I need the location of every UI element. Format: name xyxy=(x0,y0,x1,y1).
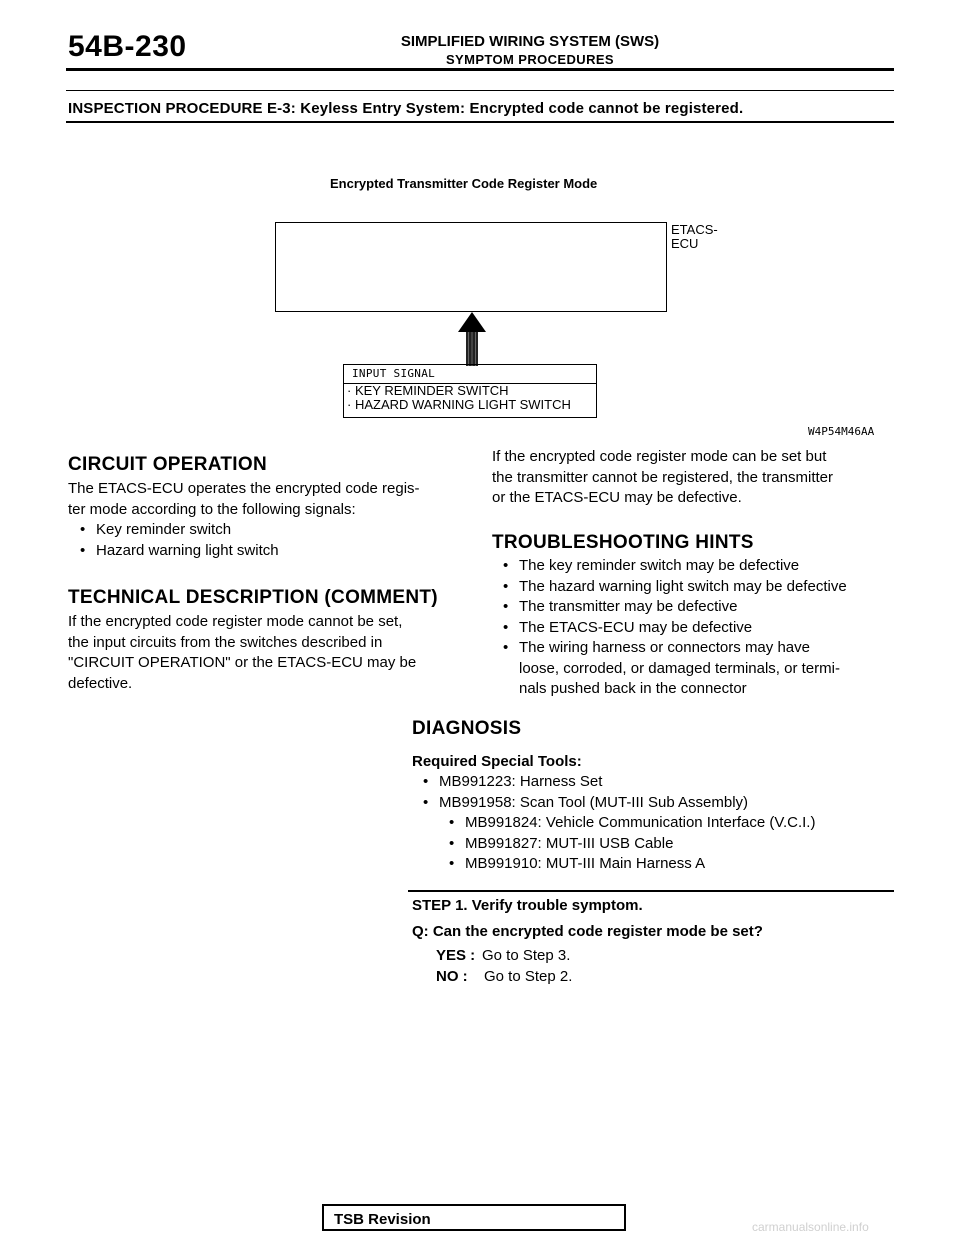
technical-description-heading: TECHNICAL DESCRIPTION (COMMENT) xyxy=(68,587,438,608)
tsb-revision-box: TSB Revision xyxy=(322,1204,626,1231)
ecu-label-line-2: ECU xyxy=(671,236,699,251)
no-text: Go to Step 2. xyxy=(484,968,573,985)
inspection-title: INSPECTION PROCEDURE E-3: Keyless Entry System: Encrypted code cannot be registered. xyxy=(68,100,744,117)
list-item: • MB991958: Scan Tool (MUT-III Sub Assembly) xyxy=(417,793,887,814)
signal-arrow xyxy=(455,310,489,366)
ecu-label-line-1: ETACS- xyxy=(671,222,718,237)
inspection-top-rule xyxy=(66,90,894,91)
text-line: the transmitter cannot be registered, the transmitter xyxy=(492,468,833,486)
figure-title: Encrypted Transmitter Code Register Mode xyxy=(330,176,598,191)
section-subtitle: SYMPTOM PROCEDURES xyxy=(445,52,615,67)
list-item xyxy=(497,638,907,700)
text-line: defective. xyxy=(68,674,133,692)
list-item: • The key reminder switch may be defective xyxy=(497,556,907,577)
input-signal-box xyxy=(343,364,597,418)
text-line: loose, corroded, or damaged terminals, or termi- xyxy=(519,659,840,677)
tools-list xyxy=(417,772,887,813)
text-line: "CIRCUIT OPERATION" or the ETACS-ECU may be xyxy=(68,654,417,671)
watermark: carmanualsonline.info xyxy=(752,1220,869,1234)
figure-code: W4P54M46AA xyxy=(808,425,875,438)
yes-label: YES : xyxy=(436,947,476,964)
list-item: • Hazard warning light switch xyxy=(74,541,454,562)
text-line: the input circuits from the switches described in xyxy=(68,633,383,651)
text-line: or the ETACS-ECU may be defective. xyxy=(492,489,742,506)
arrow-head xyxy=(458,312,486,332)
list-item: • MB991824: Vehicle Communication Interface (V.C.I.) xyxy=(443,813,893,834)
input-signal-header: INPUT SIGNAL xyxy=(344,365,596,384)
text-line: ter mode according to the following signals: xyxy=(68,500,356,518)
header-rule xyxy=(66,68,894,71)
page-number: 54B-230 xyxy=(68,30,187,63)
list-item: • The hazard warning light switch may be defective xyxy=(497,577,907,598)
list-item: • MB991223: Harness Set xyxy=(417,772,887,793)
sub-tools-list xyxy=(443,813,893,875)
text-line: If the encrypted code register mode can be set but xyxy=(492,448,827,465)
troubleshooting-heading: TROUBLESHOOTING HINTS xyxy=(492,532,754,553)
etacs-ecu-box xyxy=(275,222,667,312)
text-line: If the encrypted code register mode cannot be set, xyxy=(68,613,403,630)
section-title: SIMPLIFIED WIRING SYSTEM (SWS) xyxy=(400,33,660,50)
list-item: • Key reminder switch xyxy=(74,520,454,541)
step-1-question: Q: Can the encrypted code register mode be set? xyxy=(412,923,763,940)
troubleshooting-bullets xyxy=(497,556,907,700)
circuit-operation-text xyxy=(68,479,468,520)
input-signal-item: · KEY REMINDER SWITCH xyxy=(347,383,509,398)
list-item: • The transmitter may be defective xyxy=(497,597,907,618)
right-intro-text xyxy=(492,447,902,509)
list-item: • MB991910: MUT-III Main Harness A xyxy=(443,854,893,875)
text-line: The ETACS-ECU operates the encrypted code regis- xyxy=(68,480,420,497)
ecu-label xyxy=(671,223,731,251)
required-tools-label: Required Special Tools: xyxy=(412,753,582,770)
inspection-bottom-rule xyxy=(66,121,894,123)
technical-description-text xyxy=(68,612,478,694)
yes-text: Go to Step 3. xyxy=(482,947,571,964)
text-line: • The wiring harness or connectors may have xyxy=(519,639,810,656)
yes-answer xyxy=(436,946,570,967)
list-item: • The ETACS-ECU may be defective xyxy=(497,618,907,639)
circuit-operation-bullets xyxy=(74,520,454,561)
no-answer xyxy=(436,967,572,988)
circuit-operation-heading: CIRCUIT OPERATION xyxy=(68,454,267,475)
step-rule xyxy=(408,890,894,892)
step-1-title: STEP 1. Verify trouble symptom. xyxy=(412,897,643,914)
no-label: NO : xyxy=(436,968,468,985)
list-item: • MB991827: MUT-III USB Cable xyxy=(443,834,893,855)
input-signal-item: · HAZARD WARNING LIGHT SWITCH xyxy=(347,397,571,412)
text-line: nals pushed back in the connector xyxy=(519,680,747,697)
diagnosis-heading: DIAGNOSIS xyxy=(412,718,522,739)
